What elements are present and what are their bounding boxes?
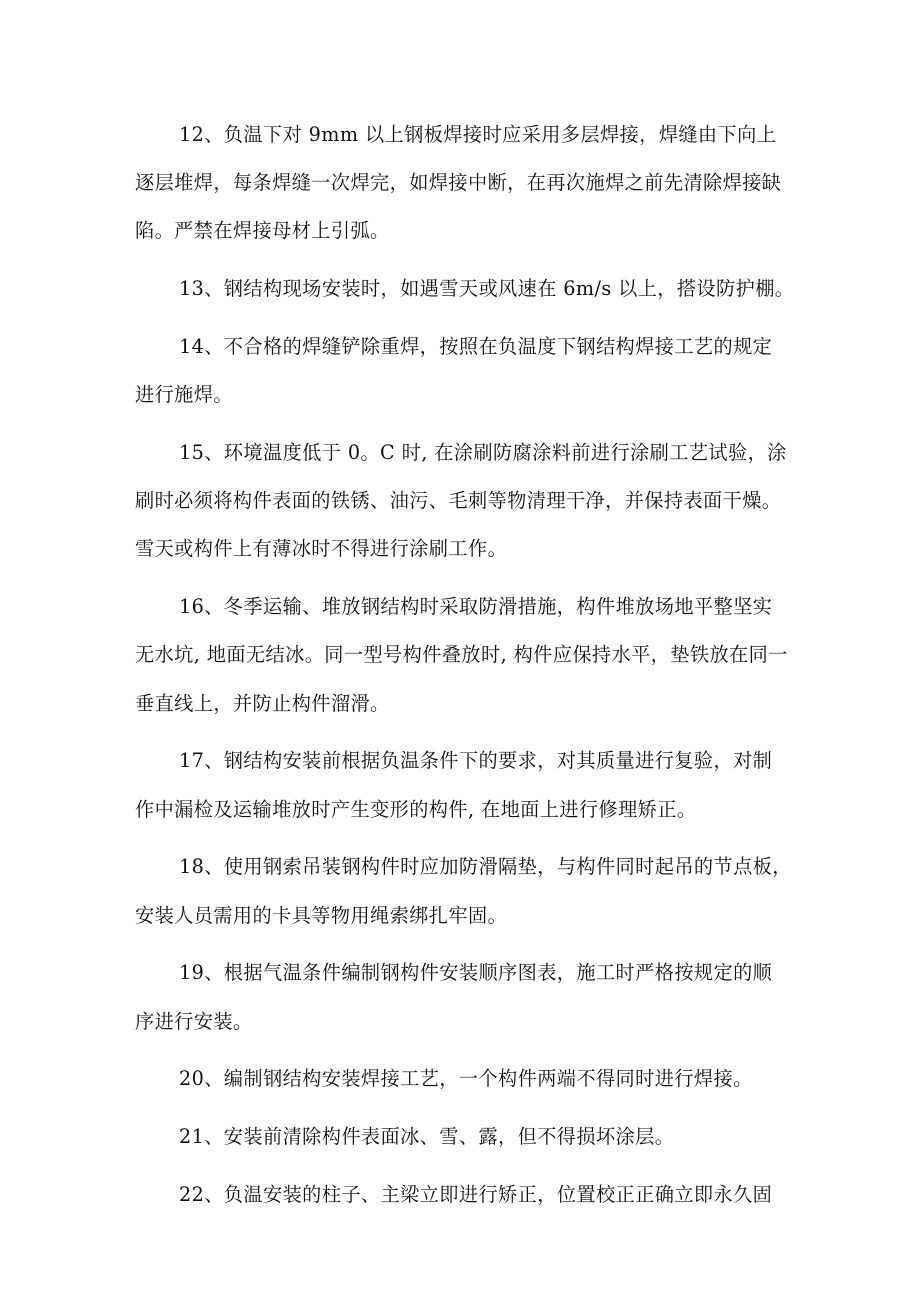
paragraph-first-line: 18、使用钢索吊装钢构件时应加防滑隔垫，与构件同时起吊的节点板， bbox=[179, 855, 792, 879]
paragraph-line: 逐层堆焊，每条焊缝一次焊完，如焊接中断，在再次施焊之前先清除焊接缺 bbox=[135, 171, 782, 195]
paragraph-first-line: 14、不合格的焊缝铲除重焊，按照在负温度下钢结构焊接工艺的规定 bbox=[179, 335, 773, 358]
paragraph-first-line: 16、冬季运输、堆放钢结构时采取防滑措施，构件堆放场地平整坚实 bbox=[179, 595, 773, 619]
paragraph bbox=[135, 1113, 795, 1161]
document-body bbox=[135, 111, 795, 1229]
paragraph-line: 垂直线上，并防止构件溜滑。 bbox=[135, 691, 390, 715]
paragraph-first-line: 21、安装前清除构件表面冰、雪、露，但不得损坏涂层。 bbox=[179, 1125, 675, 1149]
paragraph-line: 安装人员需用的卡具等物用绳索绑扎牢固。 bbox=[135, 903, 508, 927]
paragraph bbox=[135, 265, 795, 313]
paragraph-first-line: 17、钢结构安装前根据负温条件下的要求，对其质量进行复验，对制 bbox=[179, 749, 773, 773]
paragraph-line: 序进行安装。 bbox=[135, 1009, 253, 1033]
paragraph-line: 进行施焊。 bbox=[135, 383, 233, 407]
paragraph-first-line: 22、负温安装的柱子、主梁立即进行矫正，位置校正正确立即永久固 bbox=[179, 1183, 773, 1206]
paragraph bbox=[135, 1171, 795, 1219]
paragraph-first-line: 12、负温下对 9mm 以上钢板焊接时应采用多层焊接，焊缝由下向上 bbox=[179, 123, 777, 146]
paragraph-line: 雪天或构件上有薄冰时不得进行涂刷工作。 bbox=[135, 537, 508, 561]
paragraph bbox=[135, 429, 795, 574]
paragraph-first-line: 19、根据气温条件编制钢构件安装顺序图表，施工时严格按规定的顺 bbox=[179, 961, 773, 985]
paragraph bbox=[135, 1055, 795, 1103]
paragraph-first-line: 20、编制钢结构安装焊接工艺，一个构件两端不得同时进行焊接。 bbox=[179, 1067, 753, 1091]
paragraph-first-line: 13、钢结构现场安装时，如遇雪天或风速在 6m/s 以上，搭设防护棚。 bbox=[179, 277, 795, 301]
paragraph-line: 刷时必须将构件表面的铁锈、油污、毛刺等物清理干净，并保持表面干燥。 bbox=[135, 489, 782, 513]
paragraph bbox=[135, 843, 795, 939]
paragraph-line: 无水坑, 地面无结冰。同一型号构件叠放时, 构件应保持水平，垫铁放在同一 bbox=[135, 643, 788, 667]
paragraph bbox=[135, 111, 795, 256]
paragraph bbox=[135, 583, 795, 728]
paragraph-line: 作中漏检及运输堆放时产生变形的构件, 在地面上进行修理矫正。 bbox=[135, 797, 697, 821]
paragraph bbox=[135, 737, 795, 833]
paragraph-first-line: 15、环境温度低于 0。C 时, 在涂刷防腐涂料前进行涂刷工艺试验，涂 bbox=[179, 441, 787, 464]
paragraph bbox=[135, 949, 795, 1045]
paragraph-line: 陷。严禁在焊接母材上引弧。 bbox=[135, 219, 390, 243]
paragraph bbox=[135, 323, 795, 419]
